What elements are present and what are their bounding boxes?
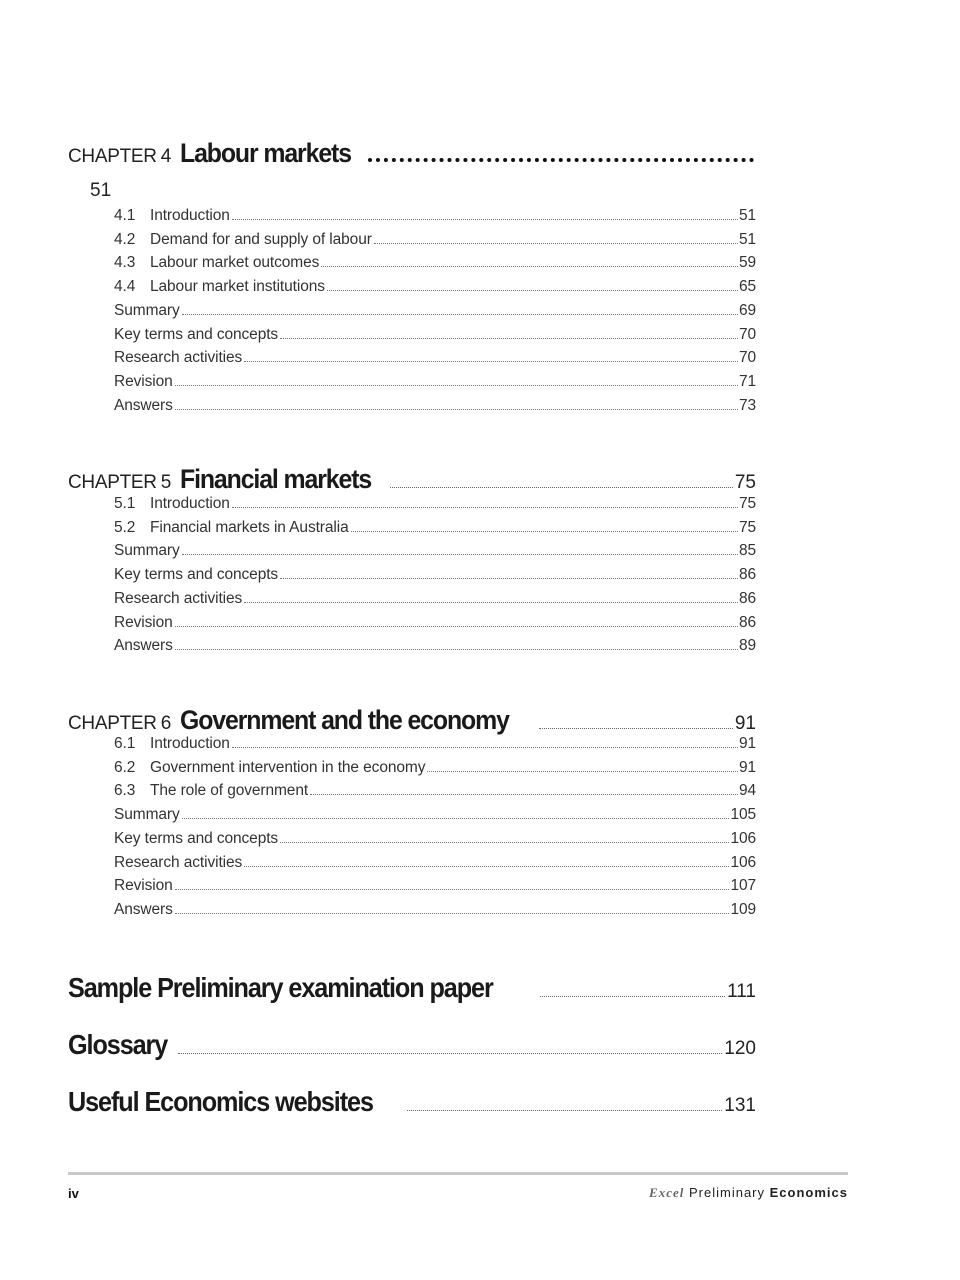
item-title: Revision (114, 877, 173, 895)
item-title: Introduction (150, 207, 230, 224)
dot-leader (232, 507, 738, 508)
dot-leader (232, 747, 738, 748)
item-page: 94 (738, 782, 756, 800)
dot-leader (540, 996, 725, 997)
item-title: Summary (114, 542, 180, 560)
dot-leader (374, 243, 738, 244)
item-page: 70 (738, 325, 756, 343)
dot-leader (175, 385, 738, 386)
item-number: 4.1 (114, 207, 136, 224)
item-number: 6.2 (114, 758, 136, 776)
chapter-label: CHAPTER 5 (68, 472, 171, 493)
item-number: 6.1 (114, 735, 136, 752)
dot-leader (175, 626, 738, 627)
chapter-title: Financial markets (179, 464, 372, 494)
chapter-page: 75 (734, 472, 756, 493)
dot-leader (280, 338, 738, 339)
toc-item (114, 901, 756, 925)
item-page: 106 (730, 853, 756, 871)
item-page: 106 (730, 829, 756, 847)
item-title: Revision (114, 372, 173, 390)
item-title: Revision (114, 613, 173, 631)
item-page: 89 (738, 637, 756, 655)
toc-item (114, 854, 756, 878)
item-page: 51 (738, 230, 756, 248)
entry-page: 131 (724, 1095, 756, 1116)
item-title: Key terms and concepts (114, 325, 279, 343)
item-title: Financial markets in Australia (150, 518, 349, 536)
item-page: 109 (730, 900, 756, 918)
entry-title: Glossary (68, 1029, 168, 1060)
dot-leader (427, 771, 738, 772)
item-page: 70 (738, 349, 756, 367)
chapter-title: Labour markets (179, 138, 351, 168)
item-number: 5.1 (114, 495, 136, 512)
item-title: Answers (114, 637, 173, 655)
dot-leader (321, 266, 738, 267)
chapter-label: CHAPTER 6 (68, 713, 171, 734)
dot-leader (182, 818, 730, 819)
item-number: 6.3 (114, 782, 136, 800)
toc-item (114, 782, 756, 806)
dot-leader (327, 290, 738, 291)
toc-item (114, 397, 756, 421)
dot-leader (390, 487, 733, 488)
item-title: Labour market outcomes (150, 254, 320, 272)
toc-item (114, 877, 756, 901)
item-page: 86 (738, 566, 756, 584)
dot-leader (232, 219, 738, 220)
toc-item (114, 759, 756, 783)
item-title: Summary (114, 806, 180, 824)
item-title: Research activities (114, 589, 243, 607)
toc-item (114, 326, 756, 350)
toc-item (114, 590, 756, 614)
footer-rule (68, 1172, 848, 1175)
item-title: Answers (114, 396, 173, 414)
toc-item (114, 566, 756, 590)
item-title: Labour market institutions (150, 278, 325, 296)
dot-leader (539, 728, 733, 729)
toc-item (114, 830, 756, 854)
item-title: Introduction (150, 735, 230, 752)
toc-item (114, 495, 756, 519)
item-page: 107 (730, 877, 756, 895)
dot-leader (244, 602, 738, 603)
footer-page-number: iv (68, 1186, 79, 1201)
item-title: The role of government (150, 782, 309, 800)
toc-item (114, 231, 756, 255)
item-page: 69 (738, 301, 756, 319)
dot-leader (182, 314, 738, 315)
footer-book-title (649, 1185, 848, 1201)
entry-page: 120 (724, 1038, 756, 1059)
dot-leader (280, 578, 738, 579)
item-page: 75 (738, 518, 756, 536)
toc-item (114, 349, 756, 373)
toc-item (114, 254, 756, 278)
toc-item (114, 302, 756, 326)
item-title: Key terms and concepts (114, 566, 279, 584)
toc-item (114, 806, 756, 830)
toc-entry-sample-paper (68, 972, 756, 1004)
item-number: 4.4 (114, 278, 136, 296)
toc-item (114, 637, 756, 661)
dot-leader (175, 889, 730, 890)
toc-item (114, 735, 756, 759)
item-title: Answers (114, 900, 173, 918)
toc-item (114, 278, 756, 302)
toc-entry-glossary (68, 1029, 756, 1061)
item-page: 86 (738, 613, 756, 631)
item-page: 75 (738, 495, 756, 512)
item-page: 51 (738, 207, 756, 224)
dot-leader (178, 1053, 722, 1054)
item-title: Introduction (150, 495, 230, 512)
chapter-title: Government and the economy (179, 705, 509, 735)
item-number: 5.2 (114, 518, 136, 536)
dot-leader (175, 913, 730, 914)
chapter-5-heading (68, 464, 756, 495)
chapter-6-heading (68, 705, 756, 736)
item-title: Government intervention in the economy (150, 758, 426, 776)
item-title: Demand for and supply of labour (150, 230, 372, 248)
toc-item (114, 542, 756, 566)
item-page: 91 (738, 758, 756, 776)
item-page: 65 (738, 278, 756, 296)
dot-leader (351, 531, 738, 532)
item-page: 105 (730, 806, 756, 824)
footer-subject: Economics (769, 1185, 848, 1200)
item-page: 85 (738, 542, 756, 560)
toc-item (114, 519, 756, 543)
item-page: 86 (738, 589, 756, 607)
toc-entry-websites (68, 1086, 756, 1118)
item-number: 4.3 (114, 254, 136, 272)
dot-leader (175, 649, 738, 650)
footer-middle: Preliminary (689, 1185, 766, 1200)
entry-title: Sample Preliminary examination paper (68, 972, 493, 1003)
item-page: 59 (738, 254, 756, 272)
item-title: Key terms and concepts (114, 829, 279, 847)
entry-title: Useful Economics websites (68, 1086, 373, 1117)
chapter-4-heading (68, 138, 756, 169)
dot-leader (182, 554, 738, 555)
footer-brand: Excel (649, 1185, 685, 1200)
item-title: Research activities (114, 853, 243, 871)
toc-item (114, 614, 756, 638)
item-page: 91 (738, 735, 756, 752)
item-title: Research activities (114, 349, 243, 367)
dot-leader (280, 842, 729, 843)
dot-leader (244, 361, 738, 362)
toc-item (114, 207, 756, 231)
dot-leader (175, 409, 738, 410)
item-page: 71 (738, 372, 756, 390)
chapter-page: 91 (734, 713, 756, 734)
item-title: Summary (114, 301, 180, 319)
chapter-label: CHAPTER 4 (68, 146, 171, 167)
dot-leader (310, 794, 738, 795)
dot-leader (368, 158, 754, 162)
toc-item (114, 373, 756, 397)
item-number: 4.2 (114, 230, 136, 248)
dot-leader (407, 1110, 723, 1111)
entry-page: 111 (727, 981, 756, 1002)
dot-leader (244, 866, 729, 867)
chapter-4-page: 51 (90, 180, 112, 201)
item-page: 73 (738, 396, 756, 414)
